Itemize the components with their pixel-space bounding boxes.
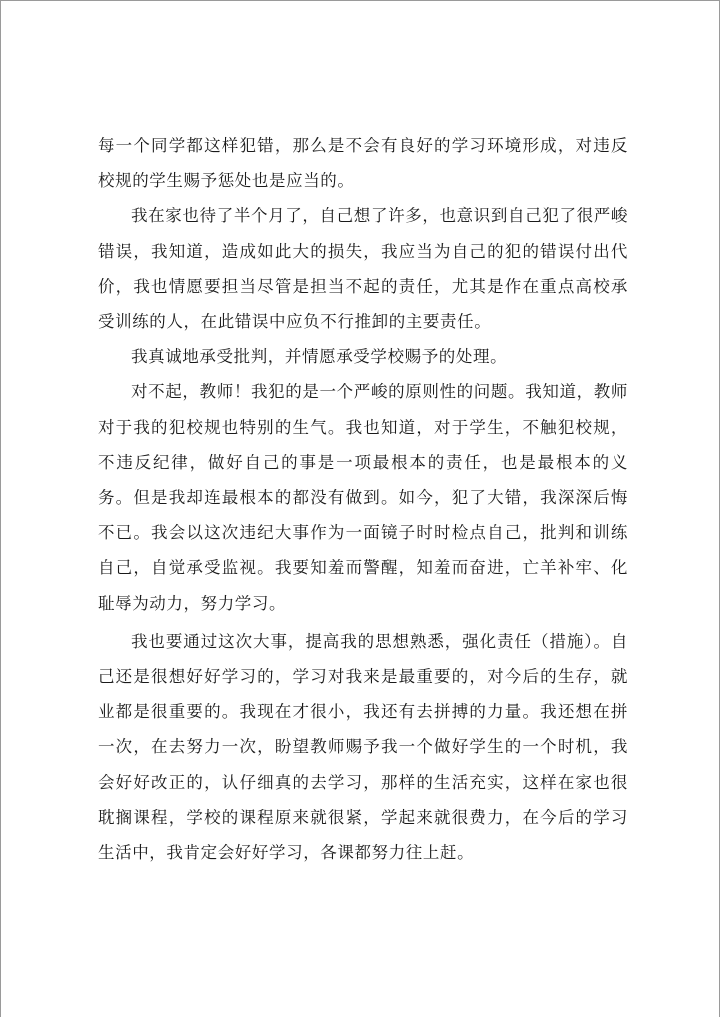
paragraph-4: 对不起，教师！我犯的是一个严峻的原则性的问题。我知道，教师对于我的犯校规也特别的生气。我也知道，对于学生，不触犯校规，不违反纪律，做好自己的事是一项最根本的责任，也是最根本的义务。但是我却连最根本的都没有做到。如今，犯了大错，我深深后悔不已。我会以这次违纪大事作为一面镜子时时检点自己，批判和训练自己，自觉承受监视。我要知羞而警醒，知羞而奋进，亡羊补牢、化耻辱为动力，努力学习。 — [98, 382, 628, 613]
paragraph-5: 我也要通过这次大事，提高我的思想熟悉，强化责任（措施）。自己还是很想好好学习的，学习对我来是最重要的，对今后的生存，就业都是很重要的。我现在才很小，我还有去拼搏的力量。我还想在拼一次，在去努力一次，盼望教师赐予我一个做好学生的一个时机，我会好好改正的，认仔细真的去学习，那样的生活充实，这样在家也很耽搁课程，学校的课程原来就很紧，学起来就很费力，在今后的学习生活中，我肯定会好好学习，各课都努力往上赶。 — [98, 631, 628, 863]
paragraph-2: 我在家也待了半个月了，自己想了许多，也意识到自己犯了很严峻错误，我知道，造成如此大的损失，我应当为自己的犯的错误付出代价，我也情愿要担当尽管是担当不起的责任，尤其是作在重点高校承受训练的人，在此错误中应负不行推卸的主要责任。 — [98, 206, 628, 332]
paragraph-1: 每一个同学都这样犯错，那么是不会有良好的学习环境形成，对违反校规的学生赐予惩处也是应当的。 — [98, 136, 628, 191]
document-body — [98, 128, 628, 870]
paragraph-3: 我真诚地承受批判，并情愿承受学校赐予的处理。 — [131, 347, 508, 367]
